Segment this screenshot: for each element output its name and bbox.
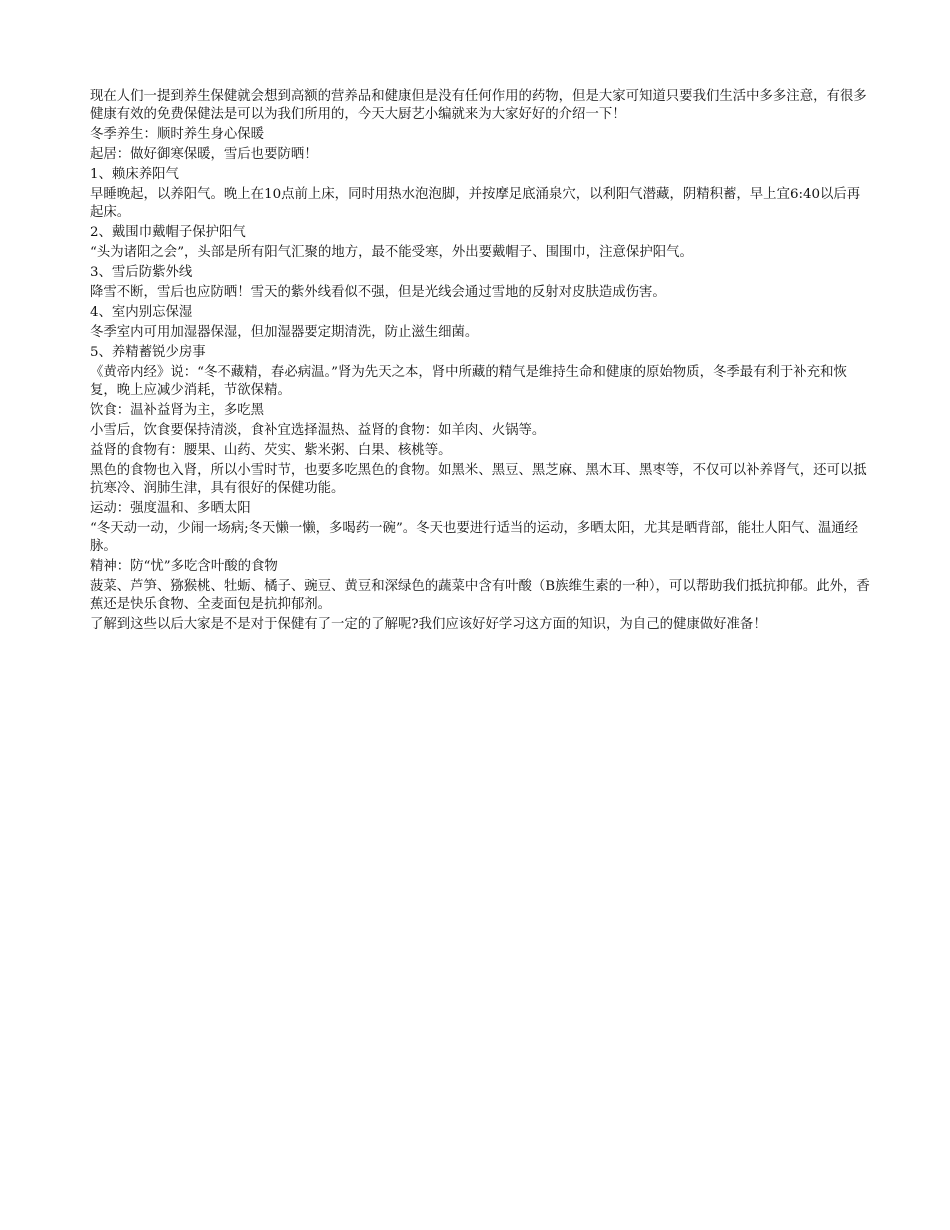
item-heading-4: 4、室内别忘保湿 <box>90 305 193 320</box>
section-heading-winter-health: 冬季养生：顺时养生身心保暖 <box>90 127 265 142</box>
item-heading-1: 1、赖床养阳气 <box>90 167 179 182</box>
intro-paragraph: 现在人们一提到养生保健就会想到高额的营养品和健康但是没有任何作用的药物，但是大家可知道只要我们生活中多多注意，有很多健康有效的免费保健法是可以为我们所用的，今天大厨艺小编就来为大家好好的介绍一下！ <box>90 89 867 122</box>
diet-paragraph-3: 黑色的食物也入肾，所以小雪时节，也要多吃黑色的食物。如黑米、黑豆、黑芝麻、黑木耳、黑枣等，不仅可以补养肾气，还可以抵抗寒冷、润肺生津，具有很好的保健功能。 <box>90 463 867 496</box>
exercise-paragraph: “冬天动一动，少闹一场病;冬天懒一懒，多喝药一碗”。冬天也要进行适当的运动，多晒太阳，尤其是晒背部，能壮人阳气、温通经脉。 <box>90 521 859 554</box>
closing-paragraph: 了解到这些以后大家是不是对于保健有了一定的了解呢?我们应该好好学习这方面的知识，为自己的健康做好准备！ <box>90 617 767 632</box>
item-body-2: “头为诸阳之会”，头部是所有阳气汇聚的地方，最不能受寒，外出要戴帽子、围围巾，注意保护阳气。 <box>90 245 693 260</box>
item-body-4: 冬季室内可用加湿器保湿，但加湿器要定期清洗，防止滋生细菌。 <box>90 325 479 340</box>
section-heading-daily-living: 起居：做好御寒保暖，雪后也要防晒！ <box>90 147 318 162</box>
section-heading-exercise: 运动：强度温和、多晒太阳 <box>90 501 251 516</box>
item-heading-3: 3、雪后防紫外线 <box>90 265 193 280</box>
diet-paragraph-2: 益肾的食物有：腰果、山药、芡实、紫米粥、白果、核桃等。 <box>90 443 452 458</box>
diet-paragraph-1: 小雪后，饮食要保持清淡，食补宜选择温热、益肾的食物：如羊肉、火锅等。 <box>90 423 546 438</box>
item-body-1: 早睡晚起，以养阳气。晚上在10点前上床，同时用热水泡泡脚，并按摩足底涌泉穴，以利阳气潜藏，阴精积蓄，早上宜6:40以后再起床。 <box>90 187 861 220</box>
item-body-5: 《黄帝内经》说：“冬不藏精，春必病温。”肾为先天之本，肾中所藏的精气是维持生命和健康的原始物质，冬季最有利于补充和恢复，晚上应减少消耗，节欲保精。 <box>90 365 847 398</box>
section-heading-diet: 饮食：温补益肾为主，多吃黑 <box>90 403 265 418</box>
mind-paragraph: 菠菜、芦笋、猕猴桃、牡蛎、橘子、豌豆、黄豆和深绿色的蔬菜中含有叶酸（B族维生素的一种），可以帮助我们抵抗抑郁。此外，香蕉还是快乐食物、全麦面包是抗抑郁剂。 <box>90 579 870 612</box>
item-heading-2: 2、戴围巾戴帽子保护阳气 <box>90 225 246 240</box>
item-heading-5: 5、养精蓄锐少房事 <box>90 345 206 360</box>
section-heading-mind: 精神：防“忧”多吃含叶酸的食物 <box>90 559 278 574</box>
item-body-3: 降雪不断，雪后也应防晒！雪天的紫外线看似不强，但是光线会通过雪地的反射对皮肤造成伤害。 <box>90 285 666 300</box>
document-body <box>90 88 870 636</box>
